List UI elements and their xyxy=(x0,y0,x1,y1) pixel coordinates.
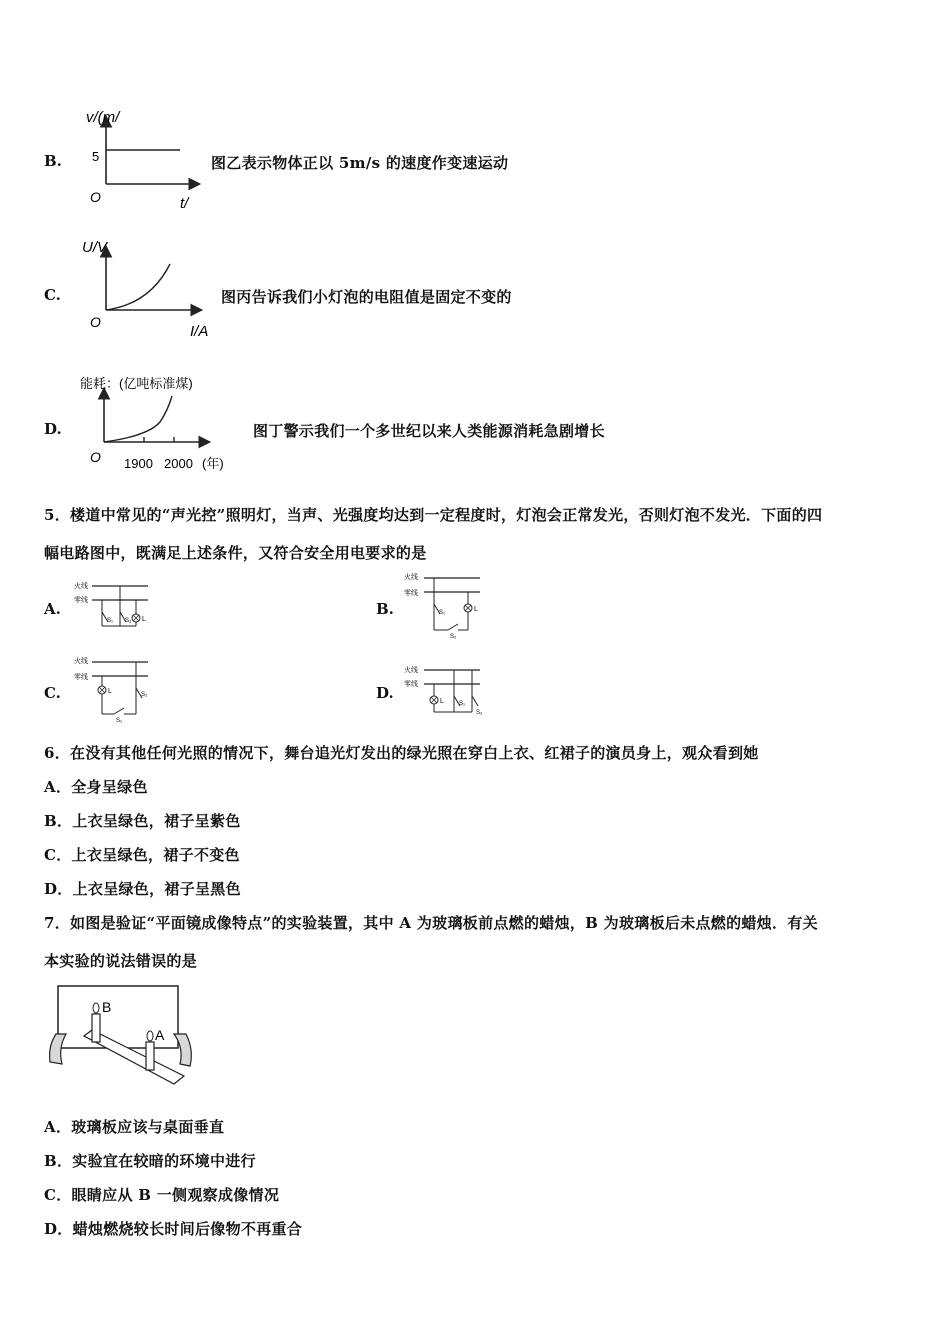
question-7-line1: 7．如图是验证“平面镜成像特点”的实验装置，其中 A 为玻璃板前点燃的蜡烛，B 为玻璃板后未点燃的蜡烛．有关 xyxy=(44,914,818,932)
s1-label: S₁ xyxy=(116,718,123,724)
q6-option-d: D．上衣呈绿色，裙子呈黑色 xyxy=(44,880,241,898)
origin-label: O xyxy=(90,314,101,330)
left-stand xyxy=(50,1034,66,1064)
q6-option-b: B．上衣呈绿色，裙子呈紫色 xyxy=(44,812,241,830)
x-tick-1900: 1900 xyxy=(124,456,153,471)
question-7-line2: 本实验的说法错误的是 xyxy=(44,952,198,970)
option-letter-b: B. xyxy=(44,152,62,170)
question-6-stem: 6．在没有其他任何光照的情况下，舞台追光灯发出的绿光照在穿白上衣、红裙子的演员身上，观众看到她 xyxy=(44,744,759,762)
q7-option-b: B．实验宜在较暗的环境中进行 xyxy=(44,1152,256,1170)
energy-consumption-graph xyxy=(78,370,248,472)
s1-label: S₁ xyxy=(439,610,446,616)
question-5-line2: 幅电路图中，既满足上述条件，又符合安全用电要求的是 xyxy=(44,544,427,562)
candle-b-label: B xyxy=(102,999,112,1015)
velocity-time-graph xyxy=(80,104,205,214)
s2-label: S₂ xyxy=(125,618,132,624)
consumption-curve xyxy=(104,396,172,442)
origin-label: O xyxy=(90,189,101,205)
circuit-b xyxy=(402,570,484,640)
s1-label: S₁ xyxy=(459,701,466,707)
question-5-line1: 5．楼道中常见的“声光控”照明灯，当声、光强度均达到一定程度时，灯泡会正常发光，否则灯泡不发光．下面的四 xyxy=(44,506,823,524)
lamp-label: L xyxy=(440,698,444,705)
x-axis-label: t/ xyxy=(180,195,189,212)
x-axis-label: I/A xyxy=(190,323,209,340)
switch-s1 xyxy=(114,708,124,714)
circuit-a xyxy=(72,578,152,638)
neutral-label: 零线 xyxy=(404,590,418,597)
switch-s2 xyxy=(448,624,458,630)
option-c-text: 图丙告诉我们小灯泡的电阻值是固定不变的 xyxy=(221,288,512,306)
y-tick-5: 5 xyxy=(92,149,100,164)
s2-label: S₂ xyxy=(476,710,483,716)
curve xyxy=(106,264,170,310)
s1-label: S₁ xyxy=(107,618,114,624)
q6-option-c: C．上衣呈绿色，裙子不变色 xyxy=(44,846,240,864)
lamp-label: L xyxy=(474,606,478,613)
s2-label: S₂ xyxy=(141,692,148,698)
voltage-current-graph xyxy=(80,234,230,344)
q5-option-letter-b: B. xyxy=(376,600,394,618)
q5-option-letter-d: D. xyxy=(376,684,394,702)
live-label: 火线 xyxy=(404,667,418,674)
right-stand xyxy=(174,1034,191,1066)
candle-a-label: A xyxy=(155,1027,165,1043)
candle-b xyxy=(92,1014,100,1042)
lamp-label: L xyxy=(108,688,112,695)
candle-a xyxy=(146,1042,154,1070)
live-label: 火线 xyxy=(404,574,418,581)
lamp-label: L xyxy=(142,616,146,623)
option-d-text: 图丁警示我们一个多世纪以来人类能源消耗急剧增长 xyxy=(253,422,605,440)
option-b-text: 图乙表示物体正以 5m/s 的速度作变速运动 xyxy=(211,154,509,172)
circuit-d xyxy=(402,662,484,722)
option-letter-c: C. xyxy=(44,286,61,304)
live-label: 火线 xyxy=(74,583,88,590)
flame-b-icon xyxy=(93,1003,99,1013)
flame-a-icon xyxy=(147,1031,153,1041)
q7-option-d: D．蜡烛燃烧较长时间后像物不再重合 xyxy=(44,1220,303,1238)
live-label: 火线 xyxy=(74,658,88,665)
mirror-experiment-figure xyxy=(44,980,204,1092)
y-axis-label: 能耗：(亿吨标准煤) xyxy=(80,376,193,391)
q6-option-a: A．全身呈绿色 xyxy=(44,778,148,796)
option-letter-d: D. xyxy=(44,420,62,438)
y-axis-label: v/(m/ xyxy=(86,109,120,126)
circuit-c xyxy=(72,654,152,724)
q7-option-a: A．玻璃板应该与桌面垂直 xyxy=(44,1118,225,1136)
neutral-label: 零线 xyxy=(404,681,418,688)
s2-label: S₂ xyxy=(450,634,457,640)
x-tick-2000: 2000 xyxy=(164,456,193,471)
switch-s2 xyxy=(472,696,478,706)
q5-option-letter-c: C. xyxy=(44,684,61,702)
x-axis-unit: (年) xyxy=(202,456,224,471)
y-axis-label: U/V xyxy=(82,239,108,256)
neutral-label: 零线 xyxy=(74,674,88,681)
q5-option-letter-a: A. xyxy=(44,600,61,618)
origin-label: O xyxy=(90,449,101,465)
q7-option-c: C．眼睛应从 B 一侧观察成像情况 xyxy=(44,1186,280,1204)
neutral-label: 零线 xyxy=(74,597,88,604)
